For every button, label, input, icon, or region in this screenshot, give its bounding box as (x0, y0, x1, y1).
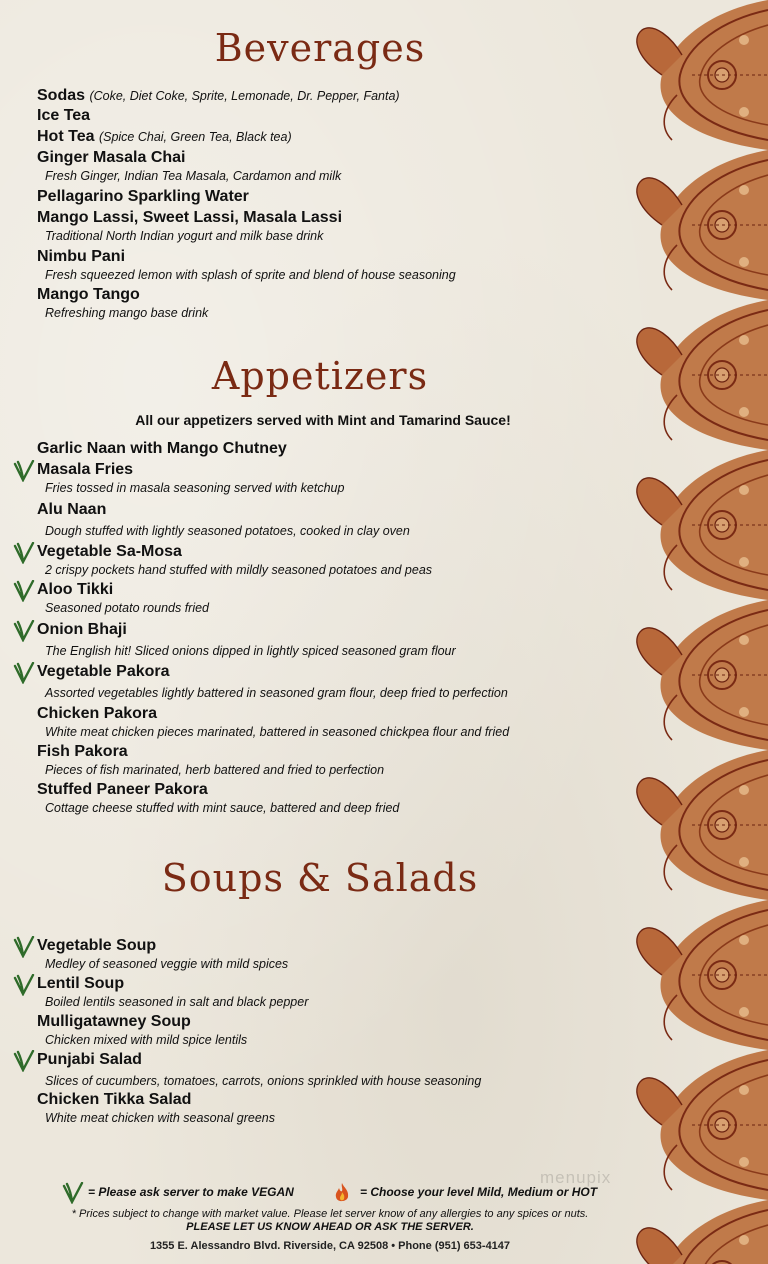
item-name: Garlic Naan with Mango Chutney (37, 440, 287, 457)
menu-item (37, 106, 637, 126)
ornamental-border (632, 0, 768, 1264)
item-note: (Spice Chai, Green Tea, Black tea) (98, 130, 292, 144)
item-name: Fish Pakora (37, 743, 128, 760)
item-name: Sodas (37, 87, 86, 104)
vegan-icon (13, 662, 35, 684)
item-description: Fresh squeezed lemon with splash of sprite and blend of house seasoning (45, 268, 456, 282)
item-name: Aloo Tikki (37, 581, 114, 598)
menu-item (37, 742, 637, 778)
menu-item (37, 780, 637, 816)
item-description: Traditional North Indian yogurt and milk base drink (45, 229, 324, 243)
item-description: Fresh Ginger, Indian Tea Masala, Cardamon and milk (45, 169, 342, 183)
item-description: Medley of seasoned veggie with mild spices (45, 957, 289, 971)
menu-item (37, 86, 637, 106)
vegan-icon (13, 974, 35, 996)
item-name: Punjabi Salad (37, 1051, 142, 1068)
menu-item (37, 439, 637, 459)
menu-item (37, 542, 637, 578)
heat-legend: = Choose your level Mild, Medium or HOT (360, 1185, 598, 1199)
item-note: (Coke, Diet Coke, Sprite, Lemonade, Dr. Pepper, Fanta) (89, 89, 400, 103)
menu-item (37, 580, 637, 616)
item-name: Stuffed Paneer Pakora (37, 781, 208, 798)
vegan-icon (13, 542, 35, 564)
menu-item (37, 1050, 637, 1089)
beverages-heading: Beverages (214, 26, 426, 70)
menu-item (37, 974, 637, 1010)
item-description: White meat chicken pieces marinated, battered in seasoned chickpea flour and fried (45, 725, 510, 739)
price-note: * Prices subject to change with market value. Please let server know of any allergies to any spices or nuts. (71, 1208, 589, 1220)
vegan-icon (13, 1050, 35, 1072)
menu-item (37, 187, 637, 207)
menu-item (37, 500, 637, 539)
menu-item (37, 1012, 637, 1048)
item-name: Vegetable Sa-Mosa (37, 543, 182, 560)
vegan-icon (13, 580, 35, 602)
item-name: Hot Tea (37, 128, 95, 145)
vegan-icon (62, 1182, 84, 1204)
item-name: Lentil Soup (37, 975, 125, 992)
item-name: Vegetable Pakora (37, 663, 170, 680)
menu-item (37, 208, 637, 244)
menu-item (37, 127, 637, 147)
appetizers-heading: Appetizers (211, 354, 429, 398)
item-description: Pieces of fish marinated, herb battered and fried to perfection (45, 763, 385, 777)
item-name: Mulligatawney Soup (37, 1013, 191, 1030)
item-description: Refreshing mango base drink (45, 306, 209, 320)
menu-item (37, 936, 637, 972)
item-name: Ginger Masala Chai (37, 149, 186, 166)
item-name: Pellagarino Sparkling Water (37, 188, 249, 205)
item-name: Vegetable Soup (37, 937, 157, 954)
menu-item (37, 285, 637, 321)
item-name: Chicken Tikka Salad (37, 1091, 192, 1108)
item-description: Assorted vegetables lightly battered in seasoned gram flour, deep fried to perfection (45, 686, 508, 700)
watermark: menupix (540, 1168, 612, 1187)
menu-item (37, 460, 637, 496)
item-description: Chicken mixed with mild spice lentils (45, 1033, 248, 1047)
item-description: 2 crispy pockets hand stuffed with mildly seasoned potatoes and peas (45, 563, 433, 577)
item-description: Fries tossed in masala seasoning served with ketchup (45, 481, 345, 495)
item-name: Mango Tango (37, 286, 140, 303)
item-name: Alu Naan (37, 501, 107, 518)
vegan-icon (13, 936, 35, 958)
item-description: Cottage cheese stuffed with mint sauce, battered and deep fried (45, 801, 400, 815)
item-description: The English hit! Sliced onions dipped in lightly spiced seasoned gram flour (45, 644, 456, 658)
address-line: 1355 E. Alessandro Blvd. Riverside, CA 92508 • Phone (951) 653-4147 (149, 1240, 511, 1252)
menu-item (37, 148, 637, 184)
item-name: Ice Tea (37, 107, 91, 124)
menu-item (37, 704, 637, 740)
item-description: Slices of cucumbers, tomatoes, carrots, onions sprinkled with house seasoning (45, 1074, 482, 1088)
item-description: White meat chicken with seasonal greens (45, 1111, 275, 1125)
soups-salads-heading: Soups & Salads (161, 856, 479, 900)
item-name: Mango Lassi, Sweet Lassi, Masala Lassi (37, 209, 343, 226)
vegan-icon (13, 620, 35, 642)
flame-icon (330, 1181, 354, 1205)
menu-item (37, 620, 637, 659)
item-name: Nimbu Pani (37, 248, 126, 265)
item-name: Chicken Pakora (37, 705, 158, 722)
item-name: Onion Bhaji (37, 621, 127, 638)
allergy-note: PLEASE LET US KNOW AHEAD OR ASK THE SERVER. (186, 1221, 474, 1233)
item-description: Seasoned potato rounds fried (45, 601, 210, 615)
item-description: Dough stuffed with lightly seasoned potatoes, cooked in clay oven (45, 524, 410, 538)
vegan-legend: = Please ask server to make VEGAN (88, 1185, 294, 1199)
menu-item (37, 247, 637, 283)
menu-item (37, 1090, 637, 1126)
item-description: Boiled lentils seasoned in salt and black pepper (45, 995, 309, 1009)
appetizers-subtitle: All our appetizers served with Mint and Tamarind Sauce! (135, 412, 511, 428)
vegan-icon (13, 460, 35, 482)
item-name: Masala Fries (37, 461, 134, 478)
menu-item (37, 662, 637, 701)
